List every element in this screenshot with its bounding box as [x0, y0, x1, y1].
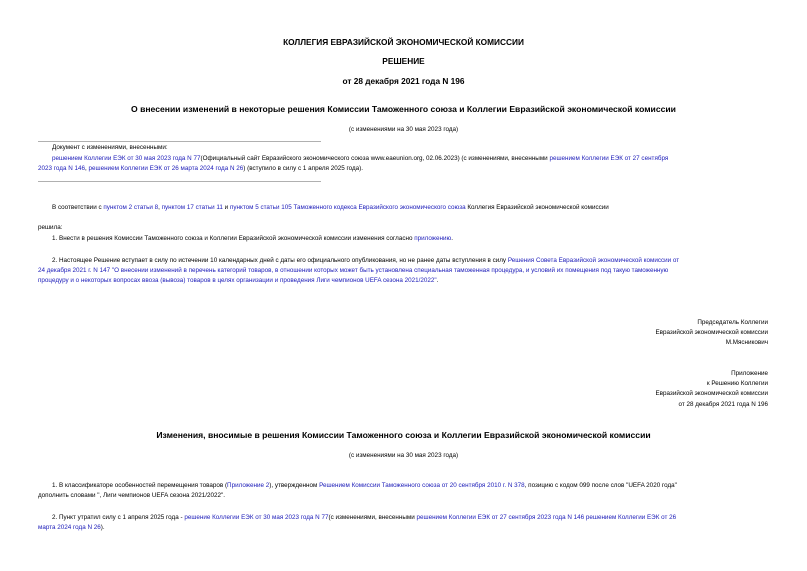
link-decision-77[interactable]: решением Коллегии ЕЭК от 30 мая 2023 года N 77 — [52, 155, 201, 162]
changes-label: Документ с изменениями, внесенными: — [52, 144, 168, 151]
preamble: В соответствии с пунктом 2 статьи 8, пунктом 17 статьи 11 и пунктом 5 статьи 105 Таможенного кодекса Евразийского экономического союза Коллегия Евразийской экономической комиссии — [52, 204, 609, 211]
link-customs-code[interactable]: пунктом 5 статьи 105 Таможенного кодекса Евразийского экономического союза — [229, 204, 466, 211]
link-decision-146[interactable]: решением Коллегии ЕЭК от 27 сентября 2023 года N 146 — [38, 155, 669, 173]
point-2: 2. Настоящее Решение вступает в силу по истечении 10 календарных дней с даты его официального опубликования, но не ранее даты вступления в силу Решения Совета Евразийской экономической комиссии от 24 декабря 2021 г. N 147 "О внесении изменений в перечень категорий товаров, в отношении которых может быть установлена специальная таможенная процедура, и условий их помещения под такую таможенную процедуру и о некоторых вопросах ввоза (вывоза) товаров в целях организации и проведения Лиги чемпионов UEFA сезона 2021/2022". — [38, 257, 680, 285]
point-1: 1. Внести в решения Комиссии Таможенного союза и Коллегии Евразийской экономической комиссии изменения согласно приложению. — [52, 235, 453, 242]
signature-block — [470, 318, 768, 349]
document-date-number: от 28 декабря 2021 года N 196 — [342, 76, 465, 86]
resolved-label: решила: — [38, 224, 63, 231]
changes-text: решением Коллегии ЕЭК от 30 мая 2023 года N 77(Официальный сайт Евразийского экономического союза www.eaeunion.org, 02.06.2023) (с изменениями, внесенными решением Коллегии ЕЭК от 27 сентября 2023 года N 146, решением Коллегии ЕЭК от 26 марта 2024 года N 26) (вступило в силу с 1 апреля 2025 года). — [38, 155, 669, 173]
signature-position: Председатель Коллегии — [697, 319, 768, 326]
signature-org: Евразийской экономической комиссии — [655, 329, 768, 337]
document-title: О внесении изменений в некоторые решения Комиссии Таможенного союза и Коллегии Евразийской экономической комиссии — [131, 104, 676, 114]
appendix-point-1: 1. В классификаторе особенностей перемещения товаров (Приложение 2), утвержденном Решением Комиссии Таможенного союза от 20 сентября 2010 г. N 378, позицию с кодом 099 после слов "UEFA 2020 года" дополнить словами ", Лиги чемпионов UEFA сезона 2021/2022". — [38, 482, 677, 500]
org-name: КОЛЛЕГИЯ ЕВРАЗИЙСКОЙ ЭКОНОМИЧЕСКОЙ КОМИССИИ — [283, 37, 524, 47]
appendix-amended-note: (с изменениями на 30 мая 2023 года) — [348, 452, 459, 459]
link-appendix[interactable]: приложению — [414, 235, 452, 242]
link-decision-146-b[interactable]: решением Коллегии ЕЭК от 27 сентября 2023 года N 146 — [416, 514, 585, 521]
divider-bottom — [38, 181, 321, 182]
link-article-8[interactable]: пунктом 2 статьи 8 — [103, 204, 159, 211]
link-decision-26[interactable]: решением Коллегии ЕЭК от 26 марта 2024 года N 26 — [88, 165, 244, 173]
link-decision-77-b[interactable]: решение Коллегии ЕЭК от 30 мая 2023 года N 77 — [184, 514, 329, 521]
appendix-title: Изменения, вносимые в решения Комиссии Таможенного союза и Коллегии Евразийской экономической комиссии — [156, 430, 651, 440]
appendix-reference: Приложение к Решению Коллегии Евразийской экономической комиссии от 28 декабря 2021 года N 196 — [655, 370, 768, 408]
link-council-decision-147[interactable]: Решения Совета Евразийской экономической комиссии от 24 декабря 2021 г. N 147 "О внесении изменений в перечень категорий товаров, в отношении которых может быть установлена специальная таможенная процедура, и условий их помещения под такую таможенную процедуру и о некоторых вопросах ввоза (вывоза) товаров в целях организации и проведения Лиги чемпионов UEFA сезона 2021/2022" — [38, 257, 680, 285]
link-annex-2[interactable]: Приложение 2 — [227, 482, 270, 489]
link-article-11[interactable]: пунктом 17 статьи 11 — [161, 204, 223, 211]
document-type: РЕШЕНИЕ — [382, 56, 425, 66]
amended-note: (с изменениями на 30 мая 2023 года) — [348, 126, 459, 133]
appendix-point-2: 2. Пункт утратил силу с 1 апреля 2025 года - решение Коллегии ЕЭК от 30 мая 2023 года N 77(с изменениями, внесенными решением Коллегии ЕЭК от 27 сентября 2023 года N 146 решением Коллегии ЕЭК от 26 марта 2024 года N 26). — [38, 514, 677, 532]
divider-top — [38, 141, 321, 142]
link-ctu-decision-378[interactable]: Решением Комиссии Таможенного союза от 20 сентября 2010 г. N 378 — [319, 482, 525, 489]
link-decision-26-b[interactable]: решением Коллегии ЕЭК от 26 марта 2024 года N 26 — [38, 514, 677, 532]
signature-name: М.Мясникович — [725, 339, 768, 347]
